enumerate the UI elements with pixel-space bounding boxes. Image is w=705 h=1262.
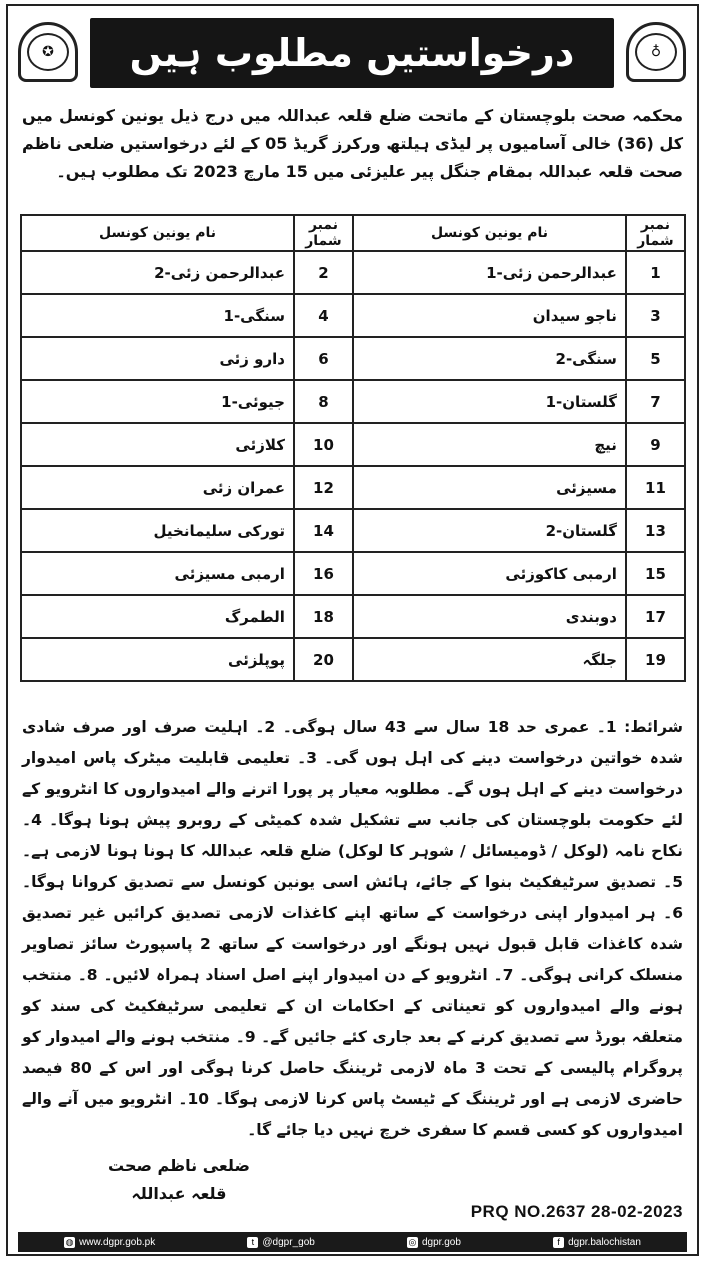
union-council-name: ارمبی کاکوزئی: [353, 552, 626, 595]
table-row: [21, 595, 685, 638]
union-council-name: مسیزئی: [353, 466, 626, 509]
serial-number: 18: [294, 595, 353, 638]
footer-link-text: @dgpr_gob: [262, 1236, 315, 1248]
column-header: نام یونین کونسل: [353, 215, 626, 251]
table-row: [21, 380, 685, 423]
union-council-name: دوبندی: [353, 595, 626, 638]
serial-number: 7: [626, 380, 685, 423]
union-council-name: تورکی سلیمانخیل: [21, 509, 294, 552]
union-council-name: سنگی-1: [21, 294, 294, 337]
table-row: [21, 466, 685, 509]
serial-number: 15: [626, 552, 685, 595]
serial-number: 20: [294, 638, 353, 681]
serial-number: 17: [626, 595, 685, 638]
footer-link-text: dgpr.gob: [421, 1236, 461, 1248]
instagram-icon: ◎: [408, 1236, 417, 1247]
intro-paragraph: محکمہ صحت بلوچستان کے ماتحت ضلع قلعہ عبداللہ میں درج ذیل یونین کونسل میں کل (36) خالی آسامیوں پر لیڈی ہیلتھ ورکرز گریڈ 05 کے لئے درخواستیں ضلعی ناظم صحت قلعہ عبداللہ بمقام جنگل پیر علیزئی میں 15 مارچ 2023 تک مطلوب ہیں۔: [22, 106, 684, 181]
serial-number: 3: [626, 294, 685, 337]
signature-title: ضلعی ناظم صحت: [108, 1156, 250, 1175]
table-row: [21, 509, 685, 552]
union-council-name: جلگہ: [353, 638, 626, 681]
serial-number: 6: [294, 337, 353, 380]
table-row: [21, 294, 685, 337]
serial-number: 12: [294, 466, 353, 509]
serial-number: 13: [626, 509, 685, 552]
serial-number: 14: [294, 509, 353, 552]
footer-bar: [18, 1232, 687, 1252]
serial-number: 1: [626, 251, 685, 294]
footer-link[interactable]: [247, 1237, 314, 1248]
union-council-name: عبدالرحمن زئی-1: [353, 251, 626, 294]
union-council-name: دارو زئی: [21, 337, 294, 380]
union-council-name: گلستان-2: [353, 509, 626, 552]
union-council-name: الطمرگ: [21, 595, 294, 638]
advertisement-page: [6, 4, 699, 1256]
serial-number: 2: [294, 251, 353, 294]
twitter-icon: t: [247, 1237, 258, 1248]
serial-number: 16: [294, 552, 353, 595]
union-council-name: عبدالرحمن زئی-2: [21, 251, 294, 294]
globe-icon: ◍: [65, 1236, 74, 1247]
serial-number: 19: [626, 638, 685, 681]
union-council-name: گلستان-1: [353, 380, 626, 423]
union-council-name: سنگی-2: [353, 337, 626, 380]
table-row: [21, 337, 685, 380]
table-header-row: [21, 215, 685, 251]
union-council-table: [20, 214, 686, 682]
facebook-icon: f: [553, 1237, 564, 1248]
serial-number: 10: [294, 423, 353, 466]
union-council-name: جیوئی-1: [21, 380, 294, 423]
serial-number: 9: [626, 423, 685, 466]
table-row: [21, 251, 685, 294]
union-council-name: ناجو سیدان: [353, 294, 626, 337]
serial-number: 5: [626, 337, 685, 380]
footer-link[interactable]: [553, 1237, 641, 1248]
serial-number: 4: [294, 294, 353, 337]
union-council-name: عمران زئی: [21, 466, 294, 509]
footer-link[interactable]: [64, 1237, 155, 1248]
column-header: نمبر شمار: [294, 215, 353, 251]
union-council-name: کلازئی: [21, 423, 294, 466]
union-council-name: نیچ: [353, 423, 626, 466]
title-banner: [90, 18, 614, 88]
signature-block: [108, 1152, 250, 1208]
table-row: [21, 552, 685, 595]
serial-number: 8: [294, 380, 353, 423]
serial-number: 11: [626, 466, 685, 509]
column-header: نمبر شمار: [626, 215, 685, 251]
footer-link[interactable]: [407, 1237, 461, 1248]
signature-location: قلعہ عبداللہ: [131, 1184, 227, 1203]
header: [16, 16, 688, 92]
health-department-emblem-icon: ♁: [626, 22, 686, 82]
union-council-name: پوپلزئی: [21, 638, 294, 681]
table-row: [21, 423, 685, 466]
union-council-name: ارمبی مسیزئی: [21, 552, 294, 595]
footer-link-text: www.dgpr.gob.pk: [79, 1236, 156, 1248]
column-header: نام یونین کونسل: [21, 215, 294, 251]
table-row: [21, 638, 685, 681]
conditions-paragraph: شرائط: 1۔ عمری حد 18 سال سے 43 سال ہوگی۔ 2۔ اہلیت صرف اور صرف شادی شدہ خواتین درخواست دینے کی اہل ہوں گی۔ 3۔ تعلیمی قابلیت میٹرک پاس امیدوار درخواست دینے کے اہل ہوں گے۔ مطلوبہ معیار پر پورا اترنے والے امیدواروں کا انٹرویو کے لئے حکومت بلوچستان کی جانب سے تشکیل شدہ کمیٹی کے روبرو پیش ہونا ہوگا۔ 4۔ نکاح نامہ (لوکل / ڈومیسائل / شوہر کا لوکل) ضلع قلعہ عبداللہ کا ہونا ہونا لازمی ہے۔ 5۔ تصدیق سرٹیفکیٹ بنوا کے جائے، ہائش اسی یونین کونسل سے تصدیق کروانا ہوگا۔ 6۔ ہر امیدوار اپنی درخواست کے ساتھ اپنے کاغذات لازمی تصدیق کرائیں غیر تصدیق شدہ کاغذات قابل قبول نہیں ہونگے اور درخواست کے ساتھ 2 پاسپورٹ سائز تصاویر منسلک کرانی ہوگی۔ 7۔ انٹرویو کے دن امیدوار اپنے اصل اسناد ہمراہ لائیں۔ 8۔ منتخب ہونے والے امیدواروں کو تعیناتی کے احکامات ان کے تعلیمی سرٹیفکیٹ کی سند کو متعلقہ بورڈ سے تصدیق کرنے کے بعد جاری کئے جائیں گے۔ 9۔ منتخب ہونے والے امیدوار کو پروگرام پالیسی کے تحت 3 ماہ لازمی ٹریننگ حاصل کرنا ہوگی اور اس کے 80 فیصد حاضری لازمی ہے اور ٹریننگ کے ٹیسٹ پاس کرنا لازمی ہوگا۔ 10۔ انٹرویو میں آنے والے امیدواروں کو کسی قسم کا سفری خرچ نہیں دیا جائے گا۔: [22, 718, 683, 1139]
footer-link-text: dgpr.balochistan: [568, 1236, 641, 1248]
government-emblem-icon: ✪: [18, 22, 78, 82]
page-title: درخواستیں مطلوب ہیں: [129, 31, 575, 75]
prq-number: PRQ NO.2637 28-02-2023: [470, 1202, 683, 1221]
